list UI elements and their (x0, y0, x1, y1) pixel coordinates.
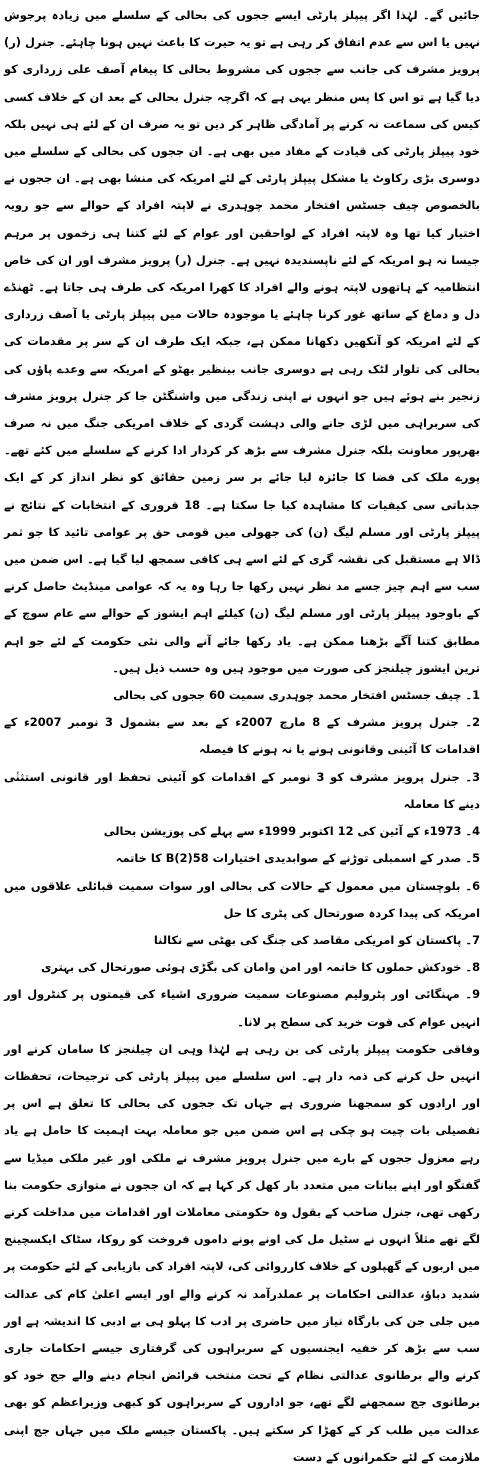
issues-list (4, 682, 480, 1036)
list-item: 4۔ 1973ء کے آئین کی 12 اکتوبر 1999ء سے پہلے کی پوزیشن بحالی (103, 824, 480, 839)
article-paragraph-closing: وفاقی حکومت پیپلز پارٹی کی بن رہی ہے لہٰذا وہی ان چیلنجز کا سامان کرنے اور انہیں حل کرنے کی ذمہ دار ہے۔ اس سلسلے میں پیپلز پارٹی کی ترجیحات، تحفظات اور ارادوں کو سمجھنا ضروری ہے جہاں تک ججوں کی بحالی کا تعلق ہے اس پر تفصیلی بات چیت ہو چکی ہے اس ضمن میں جو معاملہ بہت اہمیت کا حامل ہے یاد رہے معزول ججوں کے بارے میں جنرل پرویز مشرف نے ملکی اور غیر ملکی میڈیا سے گفتگو اور اپنے بیانات میں متعدد بار کھل کر کہا ہے کہ ان ججوں نے متوازی حکومت بنا رکھی تھی، جنرل صاحب کے بقول وہ حکومتی معاملات اور اقدامات میں مداخلت کرنے لگے تھے مثلاً انہوں نے سٹیل مل کی اونے پونے داموں فروخت کو روکا، سٹاک ایکسچینج میں اربوں کے گھپلوں کے خلاف کارروائی کی، لاپتہ افراد کی بازیابی کے لئے حکومت پر شدید دباؤ، عدالتی احکامات پر عملدرآمد نہ کرنے والے اور ایسے اعلیٰ کام کی عدالت میں جلی جن کی بارگاہ نیاز میں حاضری پر ادب کا پہلو ہی بے ادبی کا اندیشہ ہے اور سب سے بڑھ کر خفیہ ایجنسیوں کے سربراہوں کی گرفتاری جیسے احکامات جاری کرنے والے برطانوی عدالتی نظام کے تحت منتخب فرائض انجام دینے والے جج خود کو برطانوی جج سمجھنے لگے تھے، جو اداروں کے سربراہوں کو کبھی وزیراعظم کو بھی عدالت میں طلب کر کے کھڑا کر سکتے ہیں۔ پاکستان جیسے ملک میں جہاں جج اپنی ملازمت کے لئے حکمرانوں کے دست (4, 1041, 480, 1464)
list-item: 7۔ پاکستان کو امریکی مقاصد کی جنگ کی بھٹی سے نکالنا (153, 932, 480, 947)
list-item: 5۔ صدر کے اسمبلی توڑنے کے صوابدیدی اختیارات 58(2)B کا خاتمہ (115, 851, 480, 866)
list-item: 9۔ مہنگائی اور پٹرولیم مصنوعات سمیت ضروری اشیاء کی قیمتوں پر کنٹرول اور انہیں عوام کی قوت خرید کی سطح پر لانا۔ (4, 987, 480, 1029)
list-item: 6۔ بلوچستان میں معمول کے حالات کی بحالی اور سوات سمیت قبائلی علاقوں میں امریکہ کی پیدا کردہ صورتحال کی پٹری کا حل (4, 878, 480, 920)
article-page (4, 0, 481, 1464)
article-paragraph-intro: جائیں گے۔ لہٰذا اگر پیپلز پارٹی ایسے ججوں کی بحالی کے سلسلے میں زیادہ پرجوش نہیں یا اس سے عدم اتفاق کر رہی ہے تو یہ حیرت کا باعث نہیں ہونا چاہئے۔ جنرل (ر) پرویز مشرف کی جانب سے ججوں کی مشروط بحالی کا پیغام آصف علی زرداری کو دیا گیا ہے تو اس کا پس منظر یہی ہے کہ اگرچہ جنرل بحالی کے بعد ان کے خلاف کسی کیس کی سماعت نہ کرنے پر آمادگی ظاہر کر دیں تو یہ صرف ان کے لئے ہی نہیں بلکہ خود پیپلز پارٹی کی قیادت کے مفاد میں بھی ہے۔ ان ججوں کی بحالی کے سلسلے میں دوسری بڑی رکاوٹ یا مشکل پیپلز پارٹی کے لئے امریکہ کی منشا بھی ہے۔ ان ججوں نے بالخصوص چیف جسٹس افتخار محمد چوہدری نے لاپتہ افراد کے حوالے سے جو رویہ اختیار کیا تھا وہ لاپتہ افراد کے لواحقین اور عوام کے لئے کتنا ہی زخموں پر مرہم جیسا نہ ہو امریکہ کے لئے ناپسندیدہ نہیں ہے۔ جنرل (ر) پرویز مشرف اور ان کی خاص انتظامیہ کے ہاتھوں لاپتہ ہونے والے افراد کا کھرا امریکہ کی طرف ہی جاتا ہے۔ ٹھنڈے دل و دماغ کے ساتھ غور کرنا چاہئے یا موجودہ حالات میں پیپلز پارٹی یا آصف زرداری کے لئے امریکہ کو آنکھیں دکھانا ممکن ہے، جبکہ ایک طرف ان کے سر پر مقدمات کی بحالی کی تلوار لٹک رہی ہے دوسری جانب بینظیر بھٹو کے امریکہ سے وعدے پاؤں کی زنجیر بنے ہوئے ہیں جو انہوں نے اپنی زندگی میں واشنگٹن جا کر جنرل پرویز مشرف کی سربراہی میں لڑی جانے والی دہشت گردی کے خلاف امریکی جنگ میں نہ صرف بھرپور معاونت بلکہ جنرل مشرف سے بڑھ کر کردار ادا کرنے کے سلسلے میں کئے تھے۔ پورے ملک کی فضا کا جائزہ لیا جائے بر سر زمین حقائق کو نظر انداز کر کے ایک جذباتی سی کیفیات کا مشاہدہ کیا جا سکتا ہے۔ 18 فروری کے انتخابات کے نتائج نے پیپلز پارٹی اور مسلم لیگ (ن) کی جھولی میں قومی حق پر عوامی تائید کا جو ثمر ڈالا ہے مستقبل کی نقشہ گری کے لئے اسے ہی کافی سمجھ لیا گیا ہے۔ اس ضمن میں سب سے اہم چیز جسے مد نظر نہیں رکھا جا رہا وہ یہ کہ عوامی مینڈیٹ حاصل کرنے کے باوجود پیپلز پارٹی اور مسلم لیگ (ن) کیلئے اہم ایشوز کے حوالے سے عام سوچ کے مطابق کتنا آگے بڑھنا ممکن ہے۔ یاد رکھا جائے آنے والی نئی حکومت کے لئے جو اہم ترین ایشوز چیلنجز کی صورت میں موجود ہیں وہ حسب ذیل ہیں۔ (4, 8, 480, 675)
list-item: 2۔ جنرل پرویز مشرف کے 8 مارچ 2007ء کے بعد سے بشمول 3 نومبر 2007ء کے اقدامات کا آئینی وقانونی ہونے یا نہ ہونے کا فیصلہ (4, 715, 481, 757)
list-item: 3۔ جنرل پرویز مشرف کو 3 نومبر کے اقدامات کو آئینی تحفظ اور قانونی استثنٰی دینے کا معاملہ (4, 769, 480, 811)
list-item: 8۔ خودکش حملوں کا خاتمہ اور امن وامان کی بگڑی ہوئی صورتحال کی بہتری (40, 960, 480, 975)
list-item: 1۔ چیف جسٹس افتخار محمد چوہدری سمیت 60 ججوں کی بحالی (113, 688, 480, 703)
